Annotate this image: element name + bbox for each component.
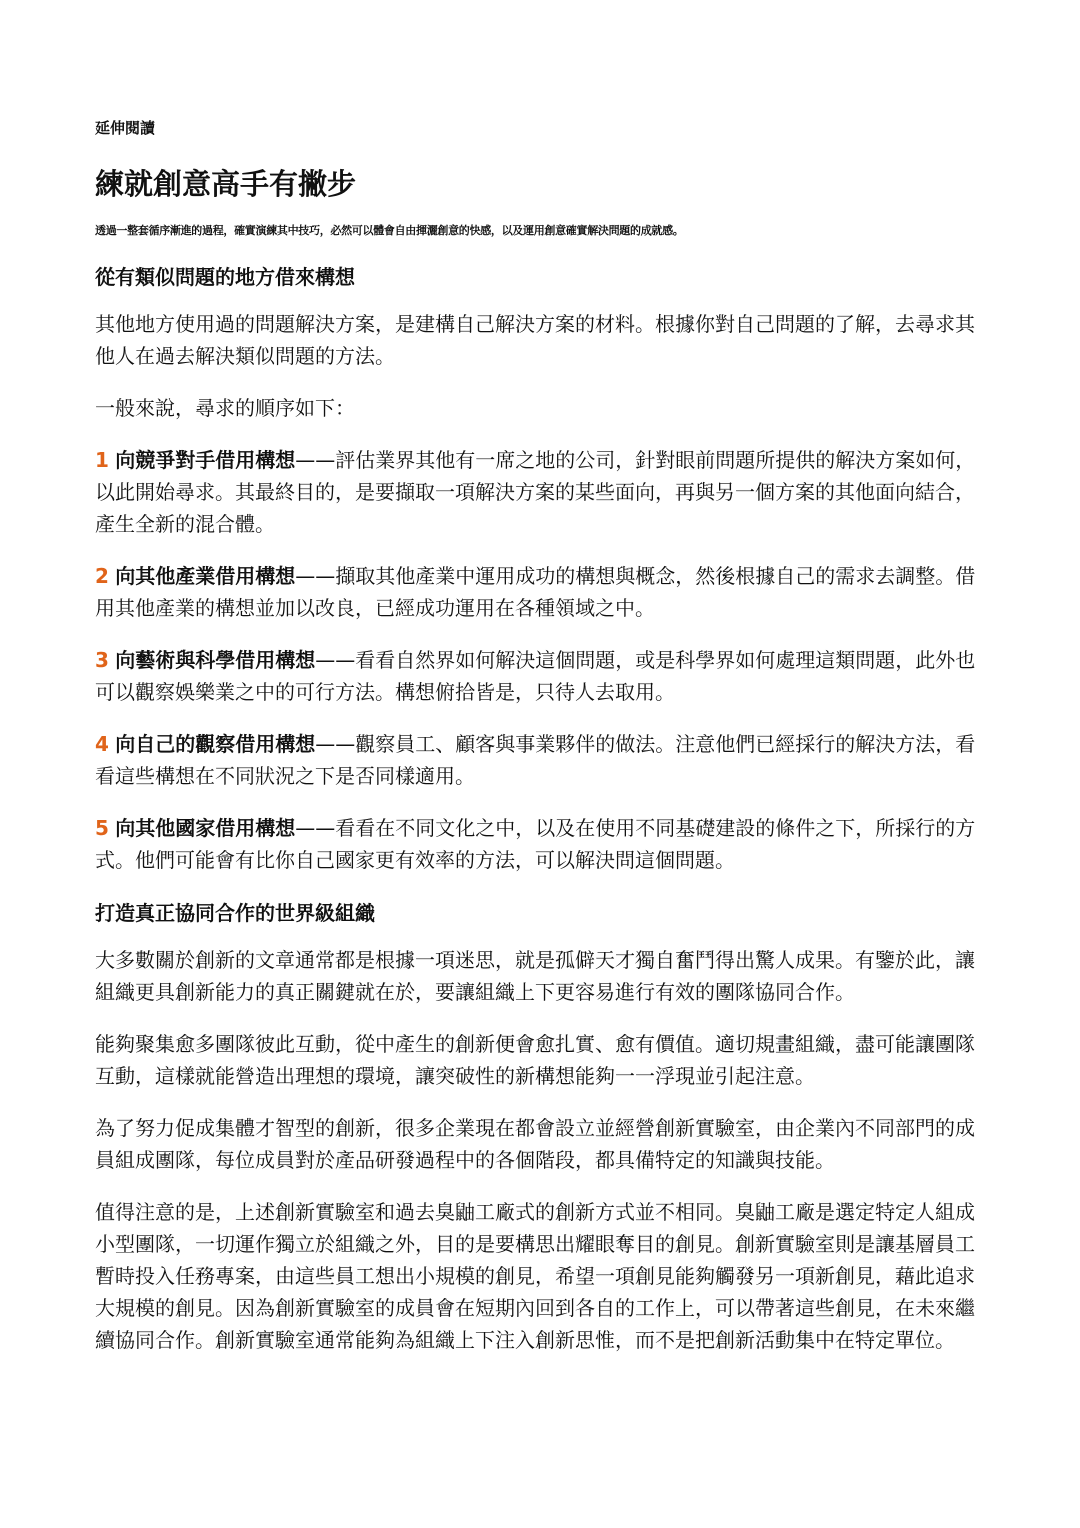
article (95, 118, 985, 1376)
item-title: 向其他產業借用構想 (115, 564, 296, 588)
item-title: 向其他國家借用構想 (115, 816, 296, 840)
paragraph: 大多數關於創新的文章通常都是根據一項迷思，就是孤僻天才獨自奮鬥得出驚人成果。有鑒於此，讓組織更具創新能力的真正關鍵就在於，要讓組織上下更容易進行有效的團隊協同合作。 (95, 948, 975, 1004)
paragraph: 一般來說，尋求的順序如下： (95, 396, 355, 420)
item-title: 向競爭對手借用構想 (115, 448, 296, 472)
item-text: ——看看在不同文化之中，以及在使用不同基礎建設的條件之下，所採行的方式。他們可能會有比你自己國家更有效率的方法，可以解決問這個問題。 (95, 816, 976, 872)
item-number: 4 (95, 732, 109, 756)
section-heading: 打造真正協同合作的世界級組織 (95, 901, 375, 925)
paragraph: 值得注意的是，上述創新實驗室和過去臭鼬工廠式的創新方式並不相同。臭鼬工廠是選定特定人組成小型團隊，一切運作獨立於組織之外，目的是要構思出耀眼奪目的創見。創新實驗室則是讓基層員工暫時投入任務專案，由這些員工想出小規模的創見，希望一項創見能夠觸發另一項新創見，藉此追求大規模的創見。因為創新實驗室的成員會在短期內回到各自的工作上，可以帶著這些創見，在未來繼續協同合作。創新實驗室通常能夠為組織上下注入創新思惟，而不是把創新活動集中在特定單位。 (95, 1200, 975, 1352)
item-text: ——評估業界其他有一席之地的公司，針對眼前問題所提供的解決方案如何，以此開始尋求。其最終目的，是要擷取一項解決方案的某些面向，再與另一個方案的其他面向結合，產生全新的混合體。 (95, 448, 976, 536)
article-subtitle: 透過一整套循序漸進的過程，確實演練其中技巧，必然可以體會自由揮灑創意的快感，以及運用創意確實解決問題的成就感。 (95, 224, 684, 237)
section-heading: 從有類似問題的地方借來構想 (95, 265, 355, 289)
item-title: 向藝術與科學借用構想 (115, 648, 316, 672)
item-title: 向自己的觀察借用構想 (115, 732, 316, 756)
list-item (95, 560, 985, 624)
list-item (95, 812, 985, 876)
item-text: ——擷取其他產業中運用成功的構想與概念，然後根據自己的需求去調整。借用其他產業的構想並加以改良，已經成功運用在各種領域之中。 (95, 564, 976, 620)
paragraph: 為了努力促成集體才智型的創新，很多企業現在都會設立並經營創新實驗室，由企業內不同部門的成員組成團隊，每位成員對於產品研發過程中的各個階段，都具備特定的知識與技能。 (95, 1116, 975, 1172)
article-title: 練就創意高手有撇步 (95, 167, 357, 201)
item-number: 5 (95, 816, 109, 840)
section-borrow-ideas (95, 260, 985, 876)
kicker-label: 延伸閱讀 (95, 119, 156, 137)
item-text: ——觀察員工、顧客與事業夥伴的做法。注意他們已經採行的解決方法，看看這些構想在不同狀況之下是否同樣適用。 (95, 732, 976, 788)
list-item (95, 444, 985, 540)
list-item (95, 728, 985, 792)
paragraph: 其他地方使用過的問題解決方案，是建構自己解決方案的材料。根據你對自己問題的了解，去尋求其他人在過去解決類似問題的方法。 (95, 312, 975, 368)
item-number: 3 (95, 648, 109, 672)
item-text: ——看看自然界如何解決這個問題，或是科學界如何處理這類問題，此外也可以觀察娛樂業之中的可行方法。構想俯拾皆是，只待人去取用。 (95, 648, 976, 704)
item-number: 2 (95, 564, 109, 588)
list-item (95, 644, 985, 708)
item-number: 1 (95, 448, 109, 472)
section-collaboration (95, 896, 985, 1356)
paragraph: 能夠聚集愈多團隊彼此互動，從中產生的創新便會愈扎實、愈有價值。適切規畫組織，盡可能讓團隊互動，這樣就能營造出理想的環境，讓突破性的新構想能夠一一浮現並引起注意。 (95, 1032, 975, 1088)
